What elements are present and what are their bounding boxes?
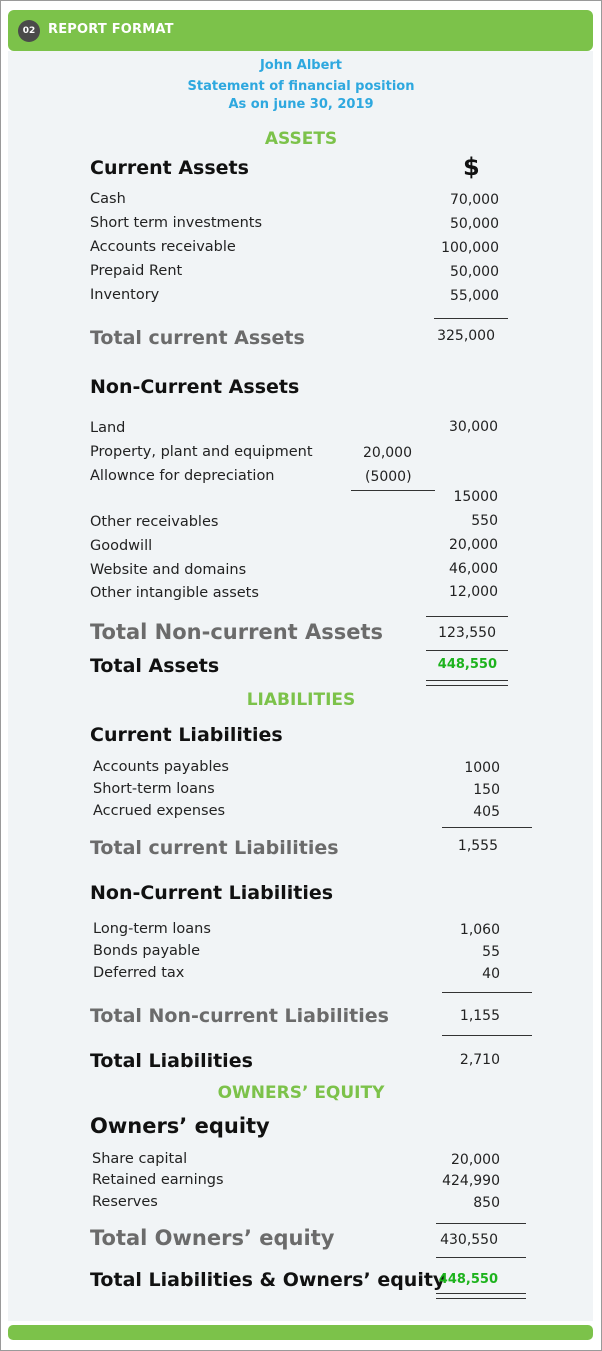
noncurrent-liability-label: Long-term loans xyxy=(93,921,211,937)
assets-section-heading: ASSETS xyxy=(264,129,338,149)
current-asset-label: Cash xyxy=(90,191,126,207)
noncurrent-asset-label: Goodwill xyxy=(90,538,153,554)
total-assets-value: 448,550 xyxy=(437,657,497,672)
subtotal-rule xyxy=(436,1223,526,1224)
equity-section-heading: OWNERS’ EQUITY xyxy=(217,1083,385,1103)
equity-item-value: 424,990 xyxy=(442,1173,500,1189)
total-owners-equity-label: Total Owners’ equity xyxy=(90,1226,335,1250)
current-asset-label: Short term investments xyxy=(90,215,263,231)
noncurrent-asset-value: 20,000 xyxy=(449,537,498,553)
noncurrent-asset-value: 46,000 xyxy=(449,561,498,577)
noncurrent-liabilities-heading: Non-Current Liabilities xyxy=(90,882,334,904)
noncurrent-liability-value: 1,060 xyxy=(459,922,500,938)
total-noncurrent-liabilities-label: Total Non-current Liabilities xyxy=(90,1005,389,1027)
noncurrent-asset-value: 12,000 xyxy=(449,584,498,600)
depreciation-rule xyxy=(351,490,435,491)
grand-total-double-rule xyxy=(436,1293,526,1299)
banner-title: REPORT FORMAT xyxy=(48,22,174,37)
total-noncurrent-liabilities-value: 1,155 xyxy=(459,1008,500,1024)
total-noncurrent-assets-value: 123,550 xyxy=(438,625,496,641)
current-liability-label: Accrued expenses xyxy=(93,803,226,819)
total-current-liabilities-value: 1,555 xyxy=(457,838,498,854)
current-asset-label: Prepaid Rent xyxy=(90,263,183,279)
total-current-assets-value: 325,000 xyxy=(437,328,495,344)
current-liability-value: 405 xyxy=(473,804,500,820)
ppe-label: Property, plant and equipment xyxy=(90,444,313,460)
total-liabilities-equity-value: 448,550 xyxy=(438,1272,498,1287)
noncurrent-asset-label: Website and domains xyxy=(90,562,247,578)
footer-bar xyxy=(8,1325,593,1340)
equity-item-label: Share capital xyxy=(92,1151,188,1167)
total-liabilities-label: Total Liabilities xyxy=(90,1050,253,1072)
total-liabilities-value: 2,710 xyxy=(459,1052,500,1068)
current-asset-label: Accounts receivable xyxy=(90,239,236,255)
noncurrent-asset-label: Other receivables xyxy=(90,514,219,530)
current-asset-label: Inventory xyxy=(90,287,160,303)
total-current-liabilities-label: Total current Liabilities xyxy=(90,837,339,859)
liabilities-section-heading: LIABILITIES xyxy=(246,690,356,710)
equity-item-value: 20,000 xyxy=(451,1152,500,1168)
noncurrent-asset-label: Other intangible assets xyxy=(90,585,259,601)
equity-item-value: 850 xyxy=(473,1195,500,1211)
current-asset-value: 50,000 xyxy=(450,216,499,232)
report-format-banner xyxy=(8,10,593,51)
subtotal-rule xyxy=(426,616,508,617)
current-asset-value: 100,000 xyxy=(441,240,499,256)
land-label: Land xyxy=(90,420,126,436)
equity-item-label: Reserves xyxy=(92,1194,158,1210)
total-noncurrent-assets-label: Total Non-current Assets xyxy=(90,620,384,644)
current-liability-label: Short-term loans xyxy=(93,781,215,797)
equity-item-label: Retained earnings xyxy=(92,1172,224,1188)
current-assets-heading: Current Assets xyxy=(90,157,249,179)
total-assets-label: Total Assets xyxy=(90,655,220,677)
grand-total-double-rule xyxy=(426,680,508,686)
land-value: 30,000 xyxy=(449,419,498,435)
net-ppe-value: 15000 xyxy=(453,489,498,505)
noncurrent-assets-heading: Non-Current Assets xyxy=(90,376,300,398)
subtotal-rule xyxy=(442,992,532,993)
subtotal-rule xyxy=(442,1035,532,1036)
subtotal-rule xyxy=(426,650,508,651)
depreciation-label: Allownce for depreciation xyxy=(90,468,275,484)
statement-date: As on june 30, 2019 xyxy=(228,97,374,112)
current-asset-value: 70,000 xyxy=(450,192,499,208)
noncurrent-liability-label: Bonds payable xyxy=(93,943,201,959)
total-current-assets-label: Total current Assets xyxy=(90,327,305,349)
current-liability-value: 150 xyxy=(473,782,500,798)
total-liabilities-equity-label: Total Liabilities & Owners’ equity xyxy=(90,1269,446,1291)
currency-symbol: $ xyxy=(463,153,480,181)
subtotal-rule xyxy=(436,1257,526,1258)
noncurrent-asset-value: 550 xyxy=(471,513,498,529)
current-asset-value: 55,000 xyxy=(450,288,499,304)
section-number-badge: 02 xyxy=(18,20,40,42)
depreciation-value: (5000) xyxy=(365,469,412,485)
total-owners-equity-value: 430,550 xyxy=(440,1232,498,1248)
noncurrent-liability-value: 40 xyxy=(482,966,500,982)
current-liability-value: 1000 xyxy=(464,760,500,776)
current-asset-value: 50,000 xyxy=(450,264,499,280)
noncurrent-liability-value: 55 xyxy=(482,944,500,960)
company-name: John Albert xyxy=(259,58,343,73)
subtotal-rule xyxy=(434,318,508,319)
noncurrent-liability-label: Deferred tax xyxy=(93,965,185,981)
current-liability-label: Accounts payables xyxy=(93,759,229,775)
statement-title: Statement of financial position xyxy=(187,79,415,94)
current-liabilities-heading: Current Liabilities xyxy=(90,724,283,746)
ppe-value: 20,000 xyxy=(363,445,412,461)
subtotal-rule xyxy=(442,827,532,828)
owners-equity-heading: Owners’ equity xyxy=(90,1114,270,1138)
